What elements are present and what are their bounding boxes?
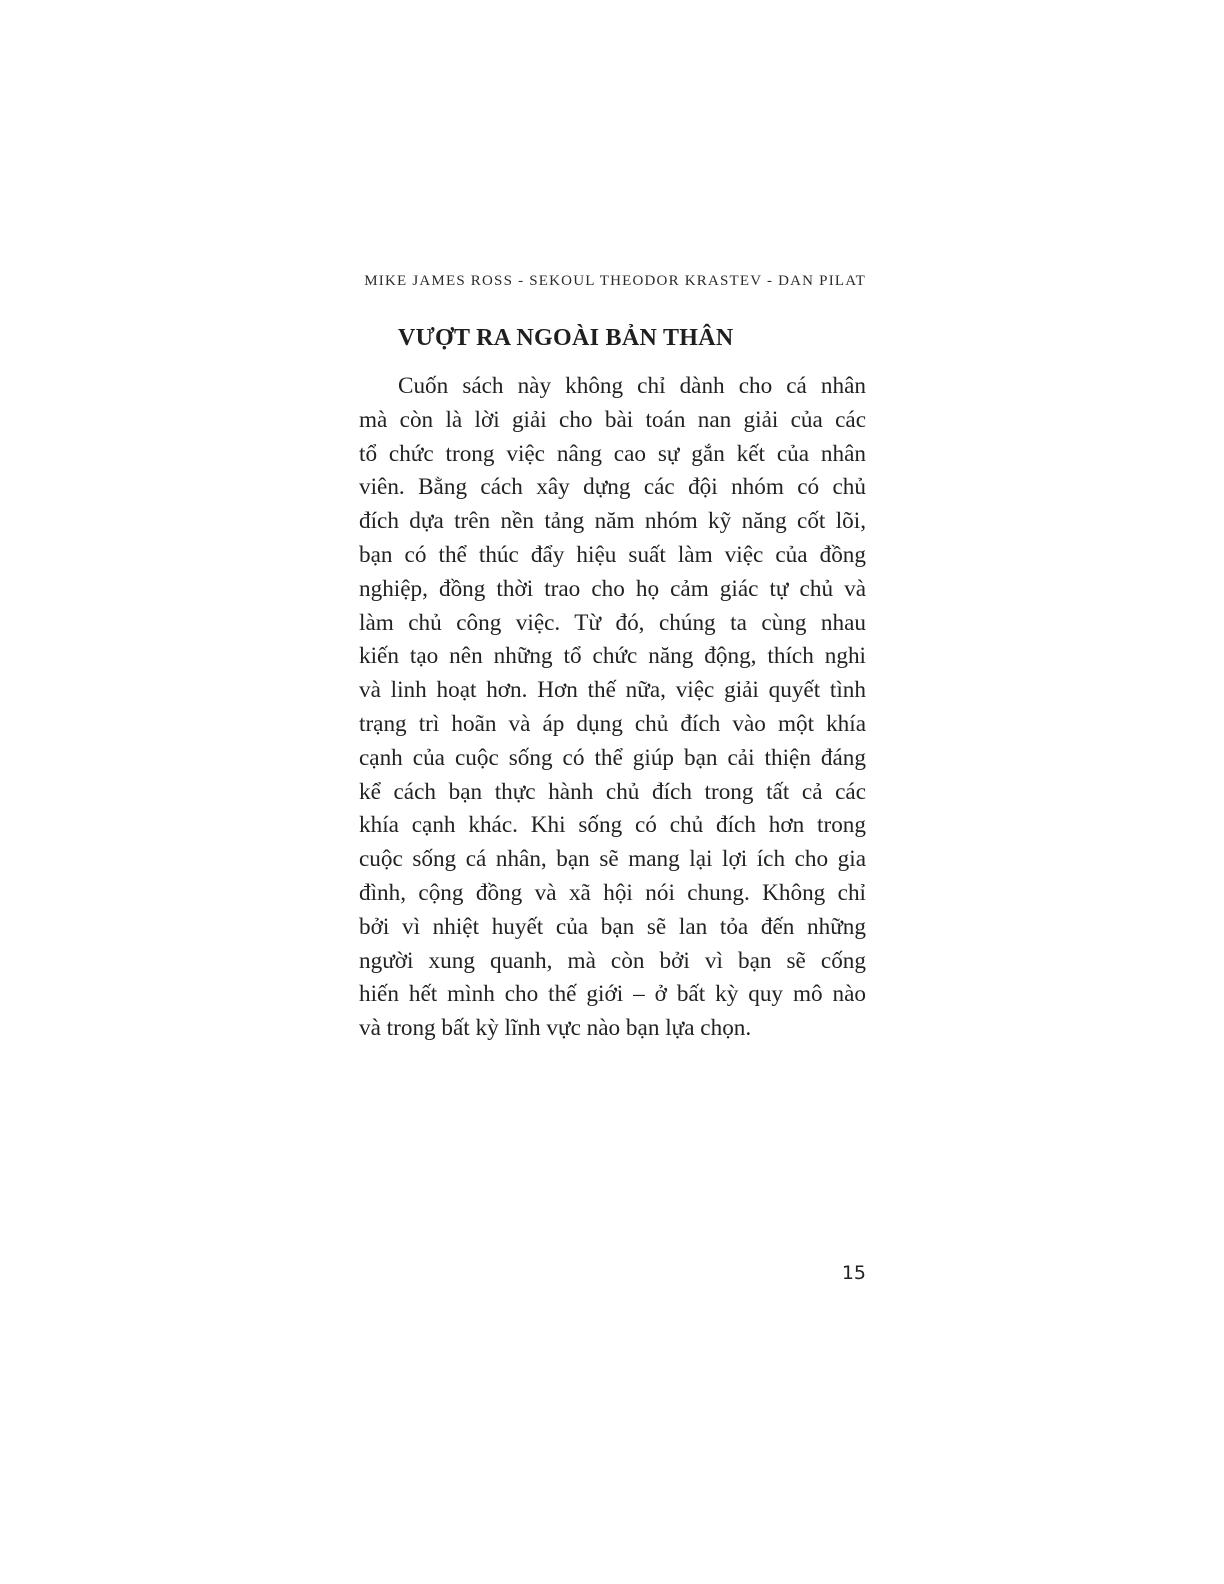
paragraph-line: kiến tạo nên những tổ chức năng động, thích nghi [359,643,866,670]
paragraph-line: nghiệp, đồng thời trao cho họ cảm giác tự chủ và [359,575,866,602]
paragraph-line: kể cách bạn thực hành chủ đích trong tất cả các [359,778,866,805]
paragraph-line: người xung quanh, mà còn bởi vì bạn sẽ cống [359,947,866,974]
paragraph-line: trạng trì hoãn và áp dụng chủ đích vào một khía [359,710,866,737]
page-number: 15 [841,1262,866,1284]
paragraph-line: làm chủ công việc. Từ đó, chúng ta cùng nhau [359,609,866,636]
paragraph-line: khía cạnh khác. Khi sống có chủ đích hơn trong [359,812,866,839]
paragraph-line: viên. Bằng cách xây dựng các đội nhóm có chủ [359,474,866,501]
paragraph-line: cuộc sống cá nhân, bạn sẽ mang lại lợi ích cho gia [359,846,866,873]
running-header: MIKE JAMES ROSS - SEKOUL THEODOR KRASTEV - DAN PILAT [364,273,866,289]
paragraph-line: tổ chức trong việc nâng cao sự gắn kết của nhân [359,440,866,467]
chapter-title: VƯỢT RA NGOÀI BẢN THÂN [398,325,734,351]
paragraph-line: đình, cộng đồng và xã hội nói chung. Không chỉ [359,879,866,906]
body-paragraph [359,370,866,1046]
paragraph-line: Cuốn sách này không chỉ dành cho cá nhân [398,373,866,399]
paragraph-line: bạn có thể thúc đẩy hiệu suất làm việc của đồng [359,541,866,568]
paragraph-line: và trong bất kỳ lĩnh vực nào bạn lựa chọn. [359,1015,752,1042]
paragraph-line: hiến hết mình cho thế giới – ở bất kỳ quy mô nào [359,981,866,1008]
paragraph-line: đích dựa trên nền tảng năm nhóm kỹ năng cốt lõi, [359,508,866,535]
paragraph-line: và linh hoạt hơn. Hơn thế nữa, việc giải quyết tình [359,677,866,704]
paragraph-line: mà còn là lời giải cho bài toán nan giải của các [359,406,866,433]
paragraph-line: bởi vì nhiệt huyết của bạn sẽ lan tỏa đến những [359,913,866,940]
paragraph-line: cạnh của cuộc sống có thể giúp bạn cải thiện đáng [359,744,866,771]
